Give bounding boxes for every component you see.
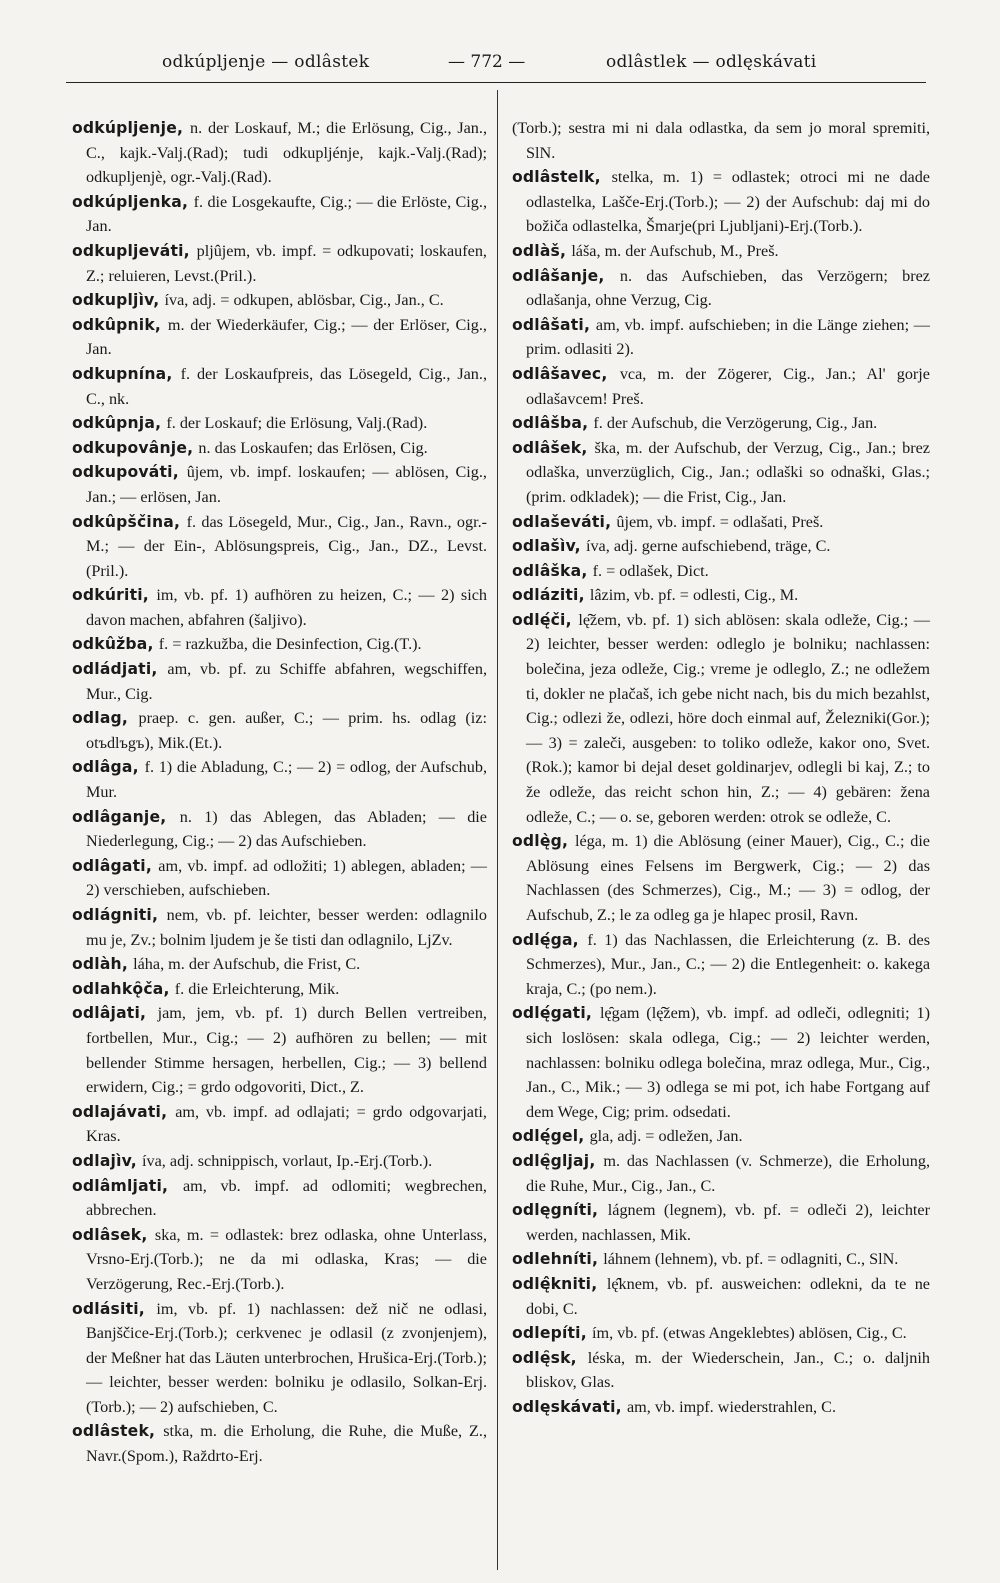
dictionary-entry — [512, 1272, 930, 1321]
entry-definition: gla, adj. = odležen, Jan. — [589, 1127, 743, 1146]
entry-headword: odkúriti, — [72, 586, 149, 605]
dictionary-entry — [72, 436, 487, 461]
dictionary-entry — [72, 411, 487, 436]
entry-headword: odlâganje, — [72, 807, 167, 826]
entry-definition: ûjem, vb. impf. loskaufen; — ablösen, Cig., Jan.; — erlösen, Jan. — [86, 463, 487, 506]
dictionary-entry — [512, 411, 930, 436]
entry-headword: odkúpljenka, — [72, 192, 189, 211]
dictionary-entry — [512, 928, 930, 1002]
entry-definition: vca, m. der Zögerer, Cig., Jan.; Al' gorje odlašavcem! Preš. — [526, 364, 930, 408]
dictionary-entry — [72, 460, 487, 509]
dictionary-entry — [72, 239, 487, 288]
entry-headword: odlę́či, — [512, 610, 572, 629]
entry-headword: odlâstelk, — [512, 168, 601, 187]
dictionary-entry — [512, 1247, 930, 1272]
entry-headword: odlašìv, — [512, 537, 581, 556]
entry-headword: odkûpnik, — [72, 315, 162, 334]
entry-definition: am, vb. pf. zu Schiffe abfahren, wegschiffen, Mur., Cig. — [86, 660, 488, 703]
dictionary-entry — [512, 1149, 930, 1198]
entry-definition: n. 1) das Ablegen, das Abladen; — die Niederlegung, Cig.; — 2) das Aufschieben. — [86, 807, 487, 851]
entry-definition: f. der Loskauf; die Erlösung, Valj.(Rad). — [166, 414, 428, 433]
dictionary-entry — [512, 1198, 930, 1247]
entry-definition: f. = odlašek, Dict. — [592, 561, 709, 580]
entry-definition: láhnem (lehnem), vb. pf. = odlagniti, C., SlN. — [603, 1250, 899, 1269]
entry-definition: stelka, m. 1) = odlastek; otroci mi ne dade odlastelka, Lašče-Erj.(Torb.); — 2) der Aufschub: daj mi do božiča odlastelka, Šmarje(pri Ljubljani)-Erj.(Torb.). — [526, 168, 930, 236]
entry-headword: odkupljìv, — [72, 291, 160, 310]
entry-headword: odkupováti, — [72, 463, 179, 482]
entry-definition: am, vb. impf. ad odlomiti; wegbrechen, abbrechen. — [86, 1176, 487, 1220]
entry-definition: f. = razkužba, die Desinfection, Cig.(T.). — [158, 635, 422, 654]
dictionary-entry — [512, 436, 930, 510]
entry-definition: lę̑žem, vb. pf. 1) sich ablösen: skala odleže, Cig.; — 2) leichter, besser werden: odleglo je bolniku; nachlassen: bolečina, jeza odleže, Cig.; vreme je odleglo, Z.; ne odležem ti, dokler ne plačaš, ich gebe nicht nach, bis du mich bezahlst, Cig.; odlezi že, odlezi, höre doch einmal auf, Železniki(Gor.); — 3) = zaleči, ausgeben: to toliko odleže, kakor ono, Svet.(Rok.); kamor bi dejal deset goldinarjev, odlegli bi kaj, Z.; to že odleže, das reicht schon hin, Z.; — 4) gebären: žena odleže, C.; — o. se, geboren werden: otrok se odleže, C. — [526, 610, 930, 826]
dictionary-entry — [72, 313, 487, 362]
dictionary-entry — [72, 288, 487, 313]
entry-definition: pljûjem, vb. impf. = odkupovati; loskaufen, Z.; reluieren, Levst.(Pril.). — [86, 241, 487, 285]
page-header — [0, 52, 1000, 82]
entry-headword: odlâšati, — [512, 315, 591, 334]
entry-headword: odlágniti, — [72, 906, 159, 924]
dictionary-entry — [512, 1124, 930, 1149]
entry-headword: odlâgati, — [72, 856, 152, 875]
entry-headword: odlâška, — [512, 561, 588, 580]
entry-headword: odláziti, — [512, 586, 585, 605]
dictionary-entry — [512, 510, 930, 535]
entry-definition: nem, vb. pf. leichter, besser werden: odlagnilo mu je, Zv.; bolnim ljudem je še tisti dan odlagnilo, LjZv. — [86, 906, 487, 949]
entry-headword: odlàš, — [512, 241, 567, 260]
dictionary-entry — [72, 1419, 487, 1468]
entry-headword: odlâjati, — [72, 1004, 147, 1023]
dictionary-entry — [512, 1001, 930, 1124]
header-left-guideword: odkúpljenje — odlâstek — [162, 52, 370, 72]
entry-definition: n. das Aufschieben, das Verzögern; brez odlašanja, ohne Verzug, Cig. — [526, 266, 930, 310]
dictionary-entry — [512, 534, 930, 559]
dictionary-entry — [72, 583, 487, 632]
dictionary-entry — [512, 829, 930, 927]
entry-headword: odlęgníti, — [512, 1201, 599, 1220]
dictionary-entry — [512, 559, 930, 584]
dictionary-entry — [72, 1100, 487, 1149]
entry-definition: n. der Loskauf, M.; die Erlösung, Cig., Jan., C., kajk.-Valj.(Rad); tudi odkupljénje, kajk.-Valj.(Rad); odkupljenjè, ogr.-Valj.(Rad). — [86, 119, 487, 187]
entry-definition: stka, m. die Erholung, die Ruhe, die Muße, Z., Navr.(Spom.), Raz̆drto-Erj. — [86, 1422, 487, 1466]
entry-headword: odlâmljati, — [72, 1176, 169, 1195]
header-rule — [66, 82, 926, 83]
entry-headword: odkupovânje, — [72, 438, 194, 457]
entry-definition: íva, adj. schnippisch, vorlaut, Ip.-Erj.(Torb.). — [142, 1151, 433, 1170]
entry-definition: f. der Aufschub, die Verzögerung, Cig., Jan. — [593, 414, 878, 433]
entry-definition: im, vb. pf. 1) aufhören zu heizen, C.; — 2) sich davon machen, abfahren (šaljivo). — [86, 586, 487, 629]
dictionary-entry — [72, 805, 487, 854]
entry-definition: n. das Loskaufen; das Erlösen, Cig. — [198, 438, 428, 457]
entry-definition: láša, m. der Aufschub, M., Preš. — [571, 241, 779, 260]
entry-headword: odlę́gati, — [512, 1004, 593, 1023]
entry-headword: odlęskávati, — [512, 1397, 622, 1416]
dictionary-entry — [72, 632, 487, 657]
dictionary-entry — [72, 1223, 487, 1297]
entry-definition: am, vb. impf. ad odložiti; 1) ablegen, abladen; — 2) verschieben, aufschieben. — [86, 856, 487, 900]
entry-definition: m. das Nachlassen (v. Schmerze), die Erholung, die Ruhe, Mur., Cig., Jan., C. — [526, 1151, 930, 1195]
entry-definition: (Torb.); sestra mi ni dala odlastka, da sem jo moral spremiti, SlN. — [512, 119, 930, 162]
entry-definition: íva, adj. gerne aufschiebend, träge, C. — [585, 537, 831, 556]
entry-definition: am, vb. impf. wiederstrahlen, C. — [626, 1397, 836, 1416]
dictionary-entry — [72, 116, 487, 190]
header-right-guideword: odlâstlek — odlęskávati — [606, 52, 817, 72]
dictionary-entry — [512, 165, 930, 239]
dictionary-entry — [512, 239, 930, 264]
dictionary-entry — [512, 362, 930, 411]
dictionary-entry — [72, 657, 487, 706]
entry-headword: odlahkǫ̑ča, — [72, 979, 170, 998]
entry-definition: jam, jem, vb. pf. 1) durch Bellen vertreiben, fortbellen, Mur., Cig.; — 2) aufhören zu bellen; — mit bellender Stimme hersagen, herbellen, Cig.; — 3) bellend erwidern, Cig.; = grdo odgovoriti, Dict., Z. — [86, 1004, 487, 1097]
entry-definition: lágnem (legnem), vb. pf. = odleči 2), leichter werden, nachlassen, Mik. — [526, 1201, 930, 1244]
entry-headword: odlâstek, — [72, 1422, 156, 1441]
entry-headword: odlag, — [72, 709, 129, 728]
entry-definition: f. der Loskaufpreis, das Lösegeld, Cig., Jan., C., nk. — [86, 364, 487, 408]
entry-headword: odlę̂kniti, — [512, 1274, 598, 1293]
entry-definition: im, vb. pf. 1) nachlassen: dež nič ne odlasi, Banjščice-Erj.(Torb.); cerkvenec je odlasil (z zvonjenjem), der Meßner hat das Läuten unterbrochen, Hrušica-Erj.(Torb.); — leichter, besser werden: bolniku je odlasilo, Solkan-Erj.(Torb.); — 2) aufschieben, C. — [86, 1299, 487, 1416]
dictionary-entry — [512, 264, 930, 313]
entry-headword: odlę́gel, — [512, 1127, 585, 1146]
entry-headword: odlâsek, — [72, 1225, 148, 1244]
dictionary-entry — [512, 1321, 930, 1346]
dictionary-entry — [512, 116, 930, 165]
entry-definition: láha, m. der Aufschub, die Frist, C. — [133, 955, 361, 974]
dictionary-entry — [72, 903, 487, 952]
entry-definition: lę̂knem, vb. pf. ausweichen: odlekni, da te ne dobi, C. — [526, 1274, 930, 1318]
entry-definition: f. die Losgekaufte, Cig.; — die Erlöste, Cig., Jan. — [86, 192, 487, 236]
entry-headword: odlę̑sk, — [512, 1348, 577, 1367]
entry-definition: am, vb. impf. aufschieben; in die Länge ziehen; — prim. odlasiti 2). — [526, 315, 930, 359]
entry-definition: ûjem, vb. impf. = odlašati, Preš. — [616, 512, 824, 531]
entry-definition: lâzim, vb. pf. = odlesti, Cig., M. — [589, 586, 799, 605]
dictionary-entry — [72, 1001, 487, 1099]
entry-headword: odlę́ga, — [512, 930, 579, 949]
entry-headword: odkupljeváti, — [72, 241, 190, 260]
entry-headword: odlę̀g, — [512, 832, 569, 851]
dictionary-entry — [72, 854, 487, 903]
entry-headword: odkûpnja, — [72, 414, 162, 433]
entry-definition: lę̑gam (lę̑žem), vb. impf. ad odleči, odlegniti; 1) sich loslösen: skala odlega, Cig.; — 2) leichter werden, nachlassen: bolniku odlega bolečina, mraz odlega, Mur., Cig., Jan., C., Mik.; — 3) odlega se mi pot, ich habe Fortgang auf dem Wege, Cig; prim. odsedati. — [526, 1004, 930, 1121]
entry-definition: m. der Wiederkäufer, Cig.; — der Erlöser, Cig., Jan. — [86, 315, 487, 359]
entry-definition: praep. c. gen. außer, C.; — prim. hs. odlag (iz: otъdlъgъ), Mik.(Et.). — [86, 709, 487, 752]
entry-headword: odlâšanje, — [512, 266, 605, 285]
dictionary-entry — [72, 952, 487, 977]
entry-definition: f. das Lösegeld, Mur., Cig., Jan., Ravn., ogr.-M.; — der Ein-, Ablösungspreis, Cig., Jan., DZ., Levst.(Pril.). — [86, 512, 488, 580]
page-number: — 772 — — [448, 52, 526, 72]
entry-headword: odlàh, — [72, 955, 128, 974]
dictionary-entry — [512, 608, 930, 829]
entry-headword: odlásiti, — [72, 1299, 145, 1318]
dictionary-entry — [72, 1297, 487, 1420]
entry-definition: f. 1) das Nachlassen, die Erleichterung (z. B. des Schmerzes), Mur., Jan., C.; — 2) die Entlegenheit: o. kakega kraja, C.; (po nem.). — [526, 930, 931, 998]
entry-headword: odlâšba, — [512, 414, 589, 433]
entry-definition: ska, m. = odlastek: brez odlaska, ohne Unterlass, Vrsno-Erj.(Torb.); ne da mi odlaska, Kras; — die Verzögerung, Rec.-Erj.(Torb.). — [86, 1225, 487, 1293]
entry-headword: odkûpščina, — [72, 512, 181, 531]
entry-definition: f. 1) die Abladung, C.; — 2) = odlog, der Aufschub, Mur. — [86, 758, 487, 802]
entry-headword: odlâga, — [72, 758, 139, 777]
entry-headword: odlâšek, — [512, 438, 588, 457]
dictionary-entry — [72, 1149, 487, 1174]
left-column — [72, 116, 487, 1469]
entry-headword: odlaševáti, — [512, 512, 612, 531]
dictionary-entry — [512, 583, 930, 608]
dictionary-entry — [512, 1395, 930, 1420]
entry-definition: léga, m. 1) die Ablösung (einer Mauer), Cig., C.; die Ablösung eines Felsens im Bergwerk, Cig.; — 2) das Nachlassen (des Schmerzes), Cig., M.; — 3) = odlog, der Aufschub, Z.; le za odleg ga je hlapec prosil, Ravn. — [526, 832, 930, 924]
entry-headword: odládjati, — [72, 660, 158, 679]
entry-headword: odlajávati, — [72, 1102, 168, 1121]
entry-headword: odlâšavec, — [512, 364, 608, 383]
dictionary-entry — [72, 1174, 487, 1223]
dictionary-entry — [72, 755, 487, 804]
entry-headword: odlę̑gljaj, — [512, 1151, 596, 1170]
entry-headword: odkúpljenje, — [72, 119, 184, 137]
dictionary-entry — [72, 510, 487, 584]
entry-definition: f. die Erleichterung, Mik. — [174, 979, 340, 998]
entry-definition: am, vb. impf. ad odlajati; = grdo odgovarjati, Kras. — [86, 1102, 487, 1146]
entry-definition: léska, m. der Wiederschein, Jan., C.; o. daljnih bliskov, Glas. — [526, 1348, 930, 1392]
entry-definition: íva, adj. = odkupen, ablösbar, Cig., Jan., C. — [164, 291, 444, 310]
entry-headword: odkupnína, — [72, 364, 173, 383]
dictionary-entry — [72, 706, 487, 755]
dictionary-entry — [512, 1346, 930, 1395]
entry-headword: odlehníti, — [512, 1250, 599, 1269]
dictionary-entry — [512, 313, 930, 362]
entry-definition: ím, vb. pf. (etwas Angeklebtes) ablösen, Cig., C. — [591, 1324, 907, 1343]
right-column — [512, 116, 930, 1419]
entry-definition: ška, m. der Aufschub, der Verzug, Cig., Jan.; brez odlaška, unverzüglich, Cig., Jan.; odlaški so odnaški, Glas.; (prim. odkladek); — die Frist, Cig., Jan. — [526, 438, 930, 506]
column-divider — [497, 90, 498, 1570]
dictionary-entry — [72, 977, 487, 1002]
dictionary-entry — [72, 190, 487, 239]
entry-headword: odlepíti, — [512, 1324, 587, 1343]
dictionary-entry — [72, 362, 487, 411]
entry-headword: odkûžba, — [72, 635, 154, 654]
entry-headword: odlajìv, — [72, 1151, 137, 1170]
